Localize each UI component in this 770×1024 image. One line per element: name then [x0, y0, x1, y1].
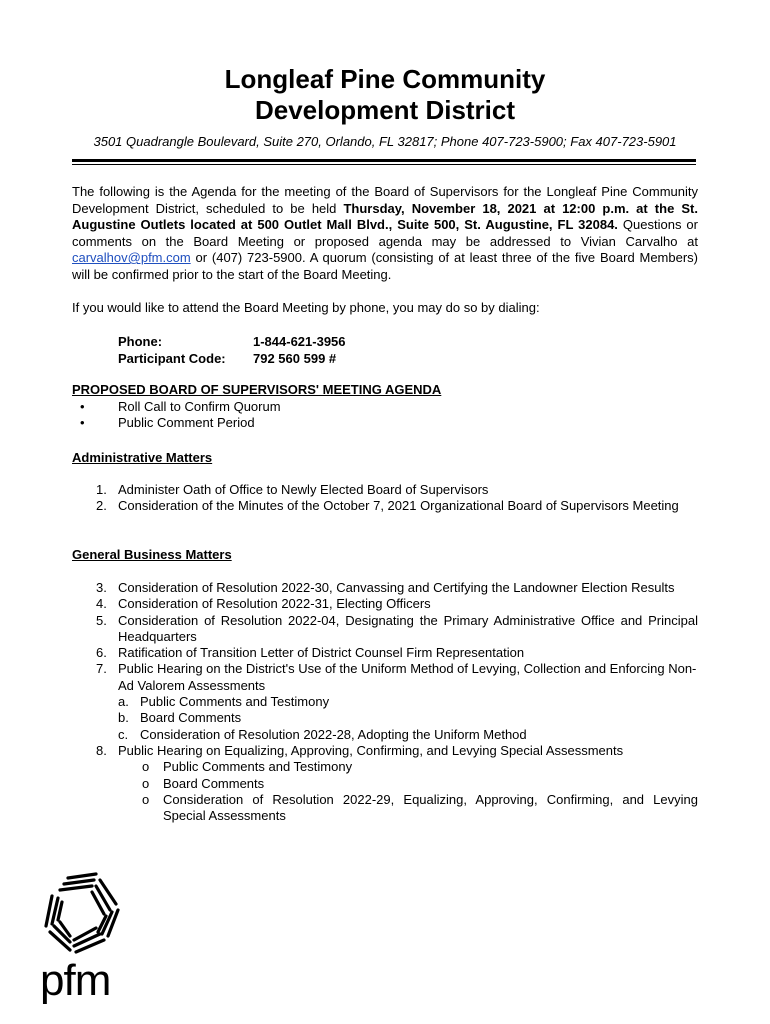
- divider-thick: [72, 159, 696, 162]
- general-list: [72, 580, 698, 824]
- list-item: 6. Ratification of Transition Letter of District Counsel Firm Representation: [96, 645, 525, 661]
- phone-number: 1-844-621-3956: [253, 334, 346, 349]
- pfm-logo-text: pfm: [40, 956, 111, 1005]
- sub-item: o Public Comments and Testimony: [142, 759, 353, 775]
- sub-item: o Consideration of Resolution 2022-29, Equalizing, Approving, Confirming, and Levying Special Assessments: [142, 791, 698, 824]
- code-label: Participant Code:: [118, 351, 226, 366]
- list-item: 2. Consideration of the Minutes of the October 7, 2021 Organizational Board of Supervisors Meeting: [96, 498, 679, 514]
- sub-item: b. Board Comments: [118, 710, 242, 726]
- list-item: 4. Consideration of Resolution 2022-31, Electing Officers: [96, 596, 431, 612]
- title-line-2: Development District: [254, 95, 516, 125]
- list-item: • Public Comment Period: [72, 415, 698, 431]
- phone-label: Phone:: [118, 334, 163, 349]
- list-item: 8. Public Hearing on Equalizing, Approving, Confirming, and Levying Special Assessments: [96, 742, 624, 758]
- intro-text-a: The following is the Agenda for the meeting of the Board of Supervisors for the Longleaf Pine Community Development District, scheduled to be held: [72, 184, 698, 216]
- sub-item: c. Consideration of Resolution 2022-28, Adopting the Uniform Method: [118, 726, 527, 742]
- admin-list: [72, 482, 698, 515]
- meeting-details: Thursday, November 18, 2021 at 12:00 p.m. at the St. Augustine Outlets located at 500 Outlet Mall Blvd., Suite 500, St. Augustine, FL 32084.: [72, 200, 698, 232]
- list-item: • Roll Call to Confirm Quorum: [72, 399, 698, 415]
- list-item: 3. Consideration of Resolution 2022-30, Canvassing and Certifying the Landowner Election Results: [96, 580, 675, 595]
- phone-intro: If you would like to attend the Board Meeting by phone, you may do so by dialing:: [72, 300, 540, 315]
- opening-list: [72, 399, 698, 432]
- intro-text-c: or (407) 723-5900. A quorum (consisting of at least three of the five Board Members) will be confirmed prior to the start of the Board Meeting.: [72, 250, 698, 282]
- pfm-logo-icon: [38, 870, 124, 960]
- general-heading: General Business Matters: [72, 547, 232, 562]
- page-title: [0, 64, 770, 126]
- title-line-1: Longleaf Pine Community: [224, 64, 546, 94]
- intro-text-b: Questions or comments on the Board Meeting or proposed agenda may be addressed to Vivian Carvalho at: [72, 217, 698, 249]
- agenda-heading: PROPOSED BOARD OF SUPERVISORS' MEETING AGENDA: [72, 382, 442, 397]
- dial-in-block: [118, 333, 346, 367]
- list-item: 7. Public Hearing on the District's Use of the Uniform Method of Levying, Collection and Enforcing Non-Ad Valorem Assessments: [96, 661, 697, 693]
- email-link[interactable]: carvalhov@pfm.com: [72, 250, 191, 265]
- list-item: 5. Consideration of Resolution 2022-04, Designating the Primary Administrative Office and Principal Headquarters: [96, 612, 698, 644]
- divider-thin: [72, 164, 696, 165]
- bullet-icon: •: [80, 415, 85, 431]
- bullet-icon: •: [80, 399, 85, 414]
- sub-item: a. Public Comments and Testimony: [118, 694, 330, 710]
- participant-code: 792 560 599 #: [253, 351, 337, 366]
- address-line: 3501 Quadrangle Boulevard, Suite 270, Orlando, FL 32817; Phone 407-723-5900; Fax 407-723-5901: [93, 134, 677, 149]
- admin-heading: Administrative Matters: [72, 450, 213, 465]
- sub-item: o Board Comments: [142, 775, 265, 791]
- list-item: 1. Administer Oath of Office to Newly Elected Board of Supervisors: [96, 482, 489, 497]
- intro-paragraph: [72, 184, 698, 283]
